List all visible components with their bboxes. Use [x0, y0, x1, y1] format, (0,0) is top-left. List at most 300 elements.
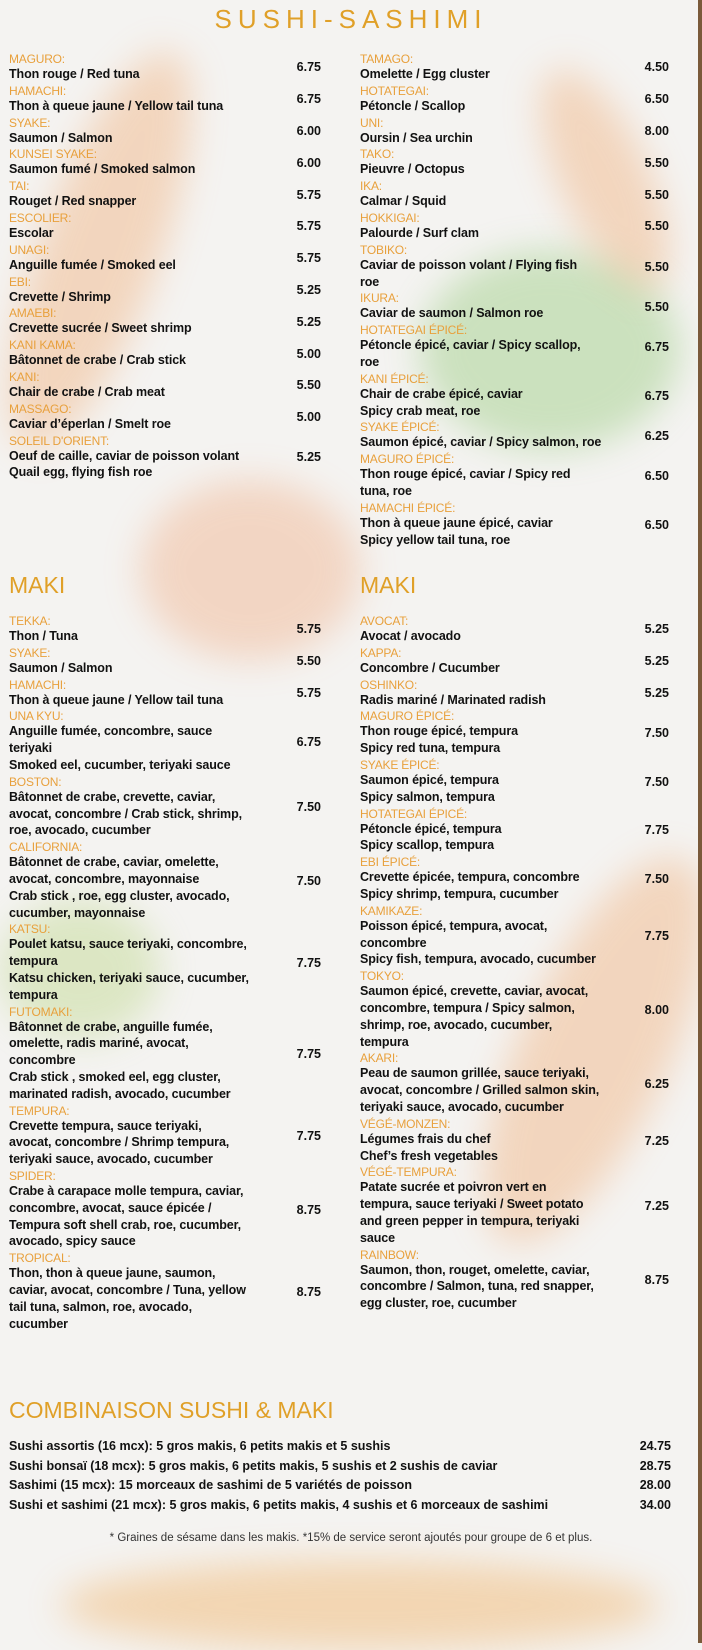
menu-item: [9, 402, 321, 433]
menu-item-text: [9, 646, 112, 677]
menu-item-text: [360, 758, 499, 806]
menu-item-text: [360, 211, 479, 242]
menu-item-price: 5.75: [296, 622, 321, 637]
sushi-left-column: [9, 52, 321, 482]
menu-item-description: Pétoncle épicé, tempura: [360, 821, 502, 836]
menu-item-text: [360, 1248, 594, 1312]
menu-item-price: 8.00: [644, 123, 669, 138]
menu-item-price: 7.50: [644, 774, 669, 789]
menu-item-description: Katsu chicken, teriyaki sauce, cucumber,: [9, 970, 249, 985]
menu-item-price: 6.25: [644, 1076, 669, 1091]
menu-item-description: roe, avocado, cucumber: [9, 823, 151, 838]
menu-item-text: [360, 179, 446, 210]
menu-item-name: SOLEIL D'ORIENT:: [9, 433, 110, 448]
combo-row: [9, 1457, 671, 1477]
menu-item-text: [9, 1005, 231, 1103]
menu-item-description: Anguille fumée, concombre, sauce: [9, 724, 213, 739]
menu-item-name: UNI:: [360, 115, 384, 130]
menu-item-price: 6.50: [644, 92, 669, 107]
menu-item-name: TAMAGO:: [360, 52, 414, 66]
menu-item-description: Spicy fish, tempura, avocado, cucumber: [360, 952, 596, 967]
menu-item-description: Thon / Tuna: [9, 629, 78, 643]
menu-item-text: [9, 709, 231, 773]
menu-item-name: UNA KYU:: [9, 709, 64, 724]
menu-item-name: VÉGÉ-TEMPURA:: [360, 1165, 457, 1180]
menu-item-text: [9, 116, 112, 147]
menu-item: [360, 211, 669, 242]
menu-item-price: 5.50: [644, 299, 669, 314]
combo-description: Sushi bonsaï (18 mcx): 5 gros makis, 6 petits makis, 5 sushis et 2 sushis de caviar: [9, 1458, 498, 1473]
menu-item-description: Rouget / Red snapper: [9, 194, 137, 209]
menu-item-description: shrimp, roe, avocado, cucumber,: [360, 1017, 553, 1032]
menu-item-description: Saumon / Salmon: [9, 130, 113, 145]
menu-item-text: [360, 84, 465, 115]
menu-item-description: Thon à queue jaune / Yellow tail tuna: [9, 98, 224, 113]
menu-item-price: 7.50: [644, 871, 669, 886]
menu-item: [360, 855, 669, 903]
menu-item: [360, 807, 669, 855]
menu-item-price: 5.50: [296, 378, 321, 393]
menu-item-description: Peau de saumon grillée, sauce teriyaki,: [360, 1066, 589, 1081]
menu-item-description: Concombre / Cucumber: [360, 660, 500, 675]
menu-item: [360, 646, 669, 677]
menu-item-description: Crab stick , roe, egg cluster, avocado,: [9, 888, 230, 903]
menu-item-description: Crevette sucrée / Sweet shrimp: [9, 321, 192, 336]
menu-item-text: [360, 904, 596, 968]
menu-item-description: Saumon / Salmon: [9, 660, 113, 675]
menu-item: [360, 243, 669, 291]
menu-item-price: 7.75: [644, 928, 669, 943]
menu-item-name: KANI:: [9, 369, 40, 384]
menu-item-description: Crevette tempura, sauce teriyaki,: [9, 1118, 202, 1133]
menu-item-description: roe: [360, 274, 380, 289]
menu-item-name: MAGURO ÉPICÉ:: [360, 452, 455, 467]
menu-item-name: HAMACHI ÉPICÉ:: [360, 500, 456, 515]
combo-row: [9, 1476, 671, 1496]
menu-item-description: Pétoncle / Scallop: [360, 98, 466, 113]
menu-item-description: Spicy scallop, tempura: [360, 838, 494, 853]
menu-item-text: [9, 275, 111, 306]
menu-item-price: 7.50: [296, 799, 321, 814]
menu-item-description: Bâtonnet de crabe, anguille fumée,: [9, 1019, 213, 1034]
menu-item-text: [360, 452, 570, 500]
menu-item-name: TEKKA:: [9, 614, 51, 628]
menu-item-name: MAGURO:: [9, 52, 65, 66]
menu-item-text: [360, 243, 577, 291]
menu-item-name: HOKKIGAI:: [360, 210, 420, 225]
menu-item: [360, 323, 669, 371]
menu-item-price: 7.25: [644, 1133, 669, 1148]
menu-item-text: [360, 420, 601, 451]
menu-item-description: Crevette / Shrimp: [9, 289, 111, 304]
menu-item-text: [360, 116, 473, 147]
menu-item: [360, 372, 669, 420]
menu-item-price: 6.00: [296, 155, 321, 170]
menu-item-name: KAPPA:: [360, 645, 402, 660]
menu-item-name: IKA:: [360, 179, 382, 194]
menu-item: [360, 969, 669, 1050]
menu-item: [9, 116, 321, 147]
menu-item-name: TEMPURA:: [9, 1103, 70, 1118]
menu-item-name: KUNSEI SYAKE:: [9, 147, 97, 162]
menu-item-price: 8.75: [296, 1202, 321, 1217]
menu-item-description: Bâtonnet de crabe / Crab stick: [9, 353, 186, 368]
menu-item-text: [360, 372, 523, 420]
maki-right-column: [360, 614, 669, 1313]
menu-item-price: 5.75: [296, 187, 321, 202]
menu-item-description: omelette, radis mariné, avocat,: [9, 1036, 189, 1051]
menu-item-text: [9, 840, 230, 921]
menu-item-name: SYAKE ÉPICÉ:: [360, 420, 440, 435]
menu-item-name: SYAKE:: [9, 115, 51, 130]
menu-item-description: Smoked eel, cucumber, teriyaki sauce: [9, 757, 231, 772]
menu-item-price: 8.00: [644, 1002, 669, 1017]
menu-item-description: Spicy salmon, tempura: [360, 789, 495, 804]
menu-item-name: UNAGI:: [9, 242, 50, 257]
menu-item-description: avocat, concombre / Crab stick, shrimp,: [9, 806, 242, 821]
menu-item-description: Calmar / Squid: [360, 194, 447, 209]
menu-item-text: [360, 147, 465, 178]
menu-item-name: AKARI:: [360, 1051, 399, 1066]
menu-item-description: Crabe à carapace molle tempura, caviar,: [9, 1183, 244, 1198]
menu-item: [360, 420, 669, 451]
menu-item-price: 5.25: [296, 314, 321, 329]
menu-item-name: TOBIKO:: [360, 242, 408, 257]
combo-row: [9, 1437, 671, 1457]
menu-item-description: sauce: [360, 1230, 395, 1245]
menu-item-description: Chef’s fresh vegetables: [360, 1148, 498, 1163]
menu-item: [360, 758, 669, 806]
menu-item: [9, 646, 321, 677]
menu-item-text: [9, 434, 239, 482]
menu-item: [9, 1169, 321, 1250]
combo-description: Sushi et sashimi (21 mcx): 5 gros makis, 6 petits makis, 4 sushis et 6 morceaux de sashimi: [9, 1497, 549, 1512]
menu-item: [360, 84, 669, 115]
menu-item: [360, 709, 669, 757]
menu-item-description: marinated radish, avocado, cucumber: [9, 1086, 231, 1101]
menu-item-price: 6.50: [644, 468, 669, 483]
menu-item-price: 8.75: [644, 1272, 669, 1287]
menu-item-text: [9, 1104, 229, 1168]
menu-item: [360, 904, 669, 968]
menu-item-description: tempura: [9, 987, 58, 1002]
menu-item: [9, 370, 321, 401]
sushi-right-column: [360, 52, 669, 549]
menu-item-name: RAINBOW:: [360, 1247, 419, 1262]
menu-item-name: TOKYO:: [360, 969, 404, 984]
menu-item-description: cucumber, mayonnaise: [9, 905, 146, 920]
menu-item: [9, 1251, 321, 1332]
menu-item-name: CALIFORNIA:: [9, 840, 83, 855]
menu-item-description: Thon, thon à queue jaune, saumon,: [9, 1266, 216, 1281]
menu-item-name: VÉGÉ-MONZEN:: [360, 1116, 451, 1131]
menu-item-text: [9, 775, 242, 839]
menu-item-price: 7.50: [644, 726, 669, 741]
menu-item-text: [360, 969, 588, 1050]
menu-item-price: 6.75: [296, 92, 321, 107]
menu-item-description: Légumes frais du chef: [360, 1131, 491, 1146]
menu-item-price: 5.50: [644, 259, 669, 274]
combo-price: 24.75: [639, 1439, 671, 1453]
menu-item: [360, 147, 669, 178]
menu-item-description: tempura: [360, 1034, 409, 1049]
menu-item-description: Caviar de saumon / Salmon roe: [360, 306, 544, 321]
menu-item-description: concombre, tempura / Spicy salmon,: [360, 1000, 575, 1015]
menu-item-text: [360, 807, 502, 855]
menu-item: [9, 338, 321, 369]
menu-item-description: avocat, concombre, mayonnaise: [9, 871, 200, 886]
menu-item-name: BOSTON:: [9, 774, 62, 789]
menu-item-text: [360, 709, 518, 757]
menu-item-text: [9, 147, 195, 178]
menu-item: [360, 1051, 669, 1115]
menu-item-price: 6.75: [644, 339, 669, 354]
combo-description: Sashimi (15 mcx): 15 morceaux de sashimi de 5 variétés de poisson: [9, 1478, 412, 1493]
menu-item-description: Thon rouge épicé, tempura: [360, 724, 518, 739]
menu-item-price: 5.75: [296, 219, 321, 234]
menu-item-text: [360, 614, 461, 645]
menu-item-description: Chair de crabe épicé, caviar: [360, 386, 523, 401]
menu-item-name: OSHINKO:: [360, 677, 418, 692]
menu-item: [9, 678, 321, 709]
menu-item: [360, 1117, 669, 1165]
menu-item-description: teriyaki sauce, avocado, cucumber: [360, 1099, 564, 1114]
menu-item-name: KAMIKAZE:: [360, 903, 423, 918]
menu-item-price: 4.50: [644, 60, 669, 75]
menu-item: [360, 452, 669, 500]
menu-item: [9, 709, 321, 773]
menu-item-name: HAMACHI:: [9, 677, 67, 692]
menu-item: [360, 678, 669, 709]
menu-item-price: 8.75: [296, 1284, 321, 1299]
menu-item-price: 5.25: [644, 622, 669, 637]
menu-item-price: 6.75: [296, 60, 321, 75]
menu-item-text: [360, 1051, 599, 1115]
menu-item-description: Avocat / avocado: [360, 629, 461, 643]
menu-item-name: HOTATEGAI ÉPICÉ:: [360, 806, 468, 821]
menu-item: [9, 306, 321, 337]
menu-item-description: caviar, avocat, concombre / Tuna, yellow: [9, 1282, 246, 1297]
menu-item-description: Oursin / Sea urchin: [360, 130, 473, 145]
menu-item-text: [9, 179, 136, 210]
menu-item-price: 5.50: [644, 155, 669, 170]
menu-item-description: Poisson épicé, tempura, avocat,: [360, 918, 548, 933]
menu-item-description: roe: [360, 354, 380, 369]
menu-item-text: [9, 922, 249, 1003]
menu-item-price: 5.25: [644, 685, 669, 700]
menu-item-name: HAMACHI:: [9, 83, 67, 98]
combo-price: 28.75: [639, 1458, 671, 1473]
menu-item-description: Spicy crab meat, roe: [360, 403, 481, 418]
menu-item-text: [360, 646, 500, 677]
menu-item-price: 5.50: [296, 654, 321, 669]
menu-item-text: [9, 84, 223, 115]
combo-title: COMBINAISON SUSHI & MAKI: [9, 1397, 334, 1423]
menu-item-price: 6.00: [296, 123, 321, 138]
menu-item-text: [9, 243, 176, 274]
menu-item-description: Caviar d’éperlan / Smelt roe: [9, 416, 171, 431]
menu-item-description: Omelette / Egg cluster: [360, 67, 490, 81]
menu-item-description: avocat, concombre / Shrimp tempura,: [9, 1135, 230, 1150]
menu-item-price: 5.00: [296, 346, 321, 361]
menu-item-price: 5.25: [296, 450, 321, 465]
menu-item-description: Thon à queue jaune / Yellow tail tuna: [9, 692, 224, 707]
menu-item-description: Poulet katsu, sauce teriyaki, concombre,: [9, 937, 247, 952]
menu-item-description: avocat, concombre / Grilled salmon skin,: [360, 1083, 600, 1098]
menu-item-name: TROPICAL:: [9, 1251, 71, 1266]
menu-item-description: teriyaki sauce, avocado, cucumber: [9, 1152, 213, 1167]
menu-item-description: Caviar de poisson volant / Flying fish: [360, 257, 578, 272]
menu-item-description: Pétoncle épicé, caviar / Spicy scallop,: [360, 338, 581, 353]
menu-item-name: SYAKE ÉPICÉ:: [360, 757, 440, 772]
menu-item-name: HOTATEGAI:: [360, 83, 429, 98]
menu-item: [9, 211, 321, 242]
combo-list: [9, 1437, 671, 1515]
menu-item-description: Palourde / Surf clam: [360, 225, 479, 240]
combo-description: Sushi assortis (16 mcx): 5 gros makis, 6 petits makis et 5 sushis: [9, 1439, 391, 1453]
menu-item-description: egg cluster, roe, cucumber: [360, 1296, 517, 1311]
menu-item-name: EBI:: [9, 274, 31, 289]
menu-item-price: 7.75: [644, 823, 669, 838]
menu-item-description: tuna, roe: [360, 483, 412, 498]
menu-item: [360, 501, 669, 549]
menu-item-price: 7.75: [296, 955, 321, 970]
menu-item-description: Spicy shrimp, tempura, cucumber: [360, 886, 559, 901]
menu-item: [360, 1248, 669, 1312]
menu-item: [360, 179, 669, 210]
menu-item: [9, 179, 321, 210]
menu-item-price: 5.75: [296, 251, 321, 266]
menu-item-text: [9, 614, 78, 645]
menu-item-name: ESCOLIER:: [9, 210, 72, 225]
menu-item-price: 5.25: [296, 282, 321, 297]
menu-item-description: Spicy red tuna, tempura: [360, 741, 501, 756]
menu-item-name: IKURA:: [360, 291, 399, 306]
menu-item-description: Saumon fumé / Smoked salmon: [9, 162, 196, 177]
menu-item-description: Chair de crabe / Crab meat: [9, 384, 165, 399]
menu-item: [9, 1005, 321, 1103]
menu-item-text: [9, 1251, 246, 1332]
menu-item-description: Pieuvre / Octopus: [360, 162, 465, 177]
menu-item-description: Crab stick , smoked eel, egg cluster,: [9, 1069, 221, 1084]
menu-item: [360, 116, 669, 147]
menu-item-name: SYAKE:: [9, 645, 51, 660]
menu-item-description: Radis mariné / Marinated radish: [360, 692, 546, 707]
menu-item-name: EBI ÉPICÉ:: [360, 855, 421, 870]
menu-item-name: TAI:: [9, 179, 30, 194]
menu-item-description: Escolar: [9, 225, 54, 240]
menu-item-name: HOTATEGAI ÉPICÉ:: [360, 323, 468, 338]
menu-item-name: KATSU:: [9, 922, 51, 937]
menu-item-price: 5.50: [644, 219, 669, 234]
menu-item-price: 5.50: [644, 187, 669, 202]
menu-item-text: [9, 678, 223, 709]
footer-note: * Graines de sésame dans les makis. *15% de service seront ajoutés pour groupe de 6 et plus.: [109, 1532, 593, 1544]
menu-item: [9, 775, 321, 839]
menu-item-text: [9, 338, 186, 369]
menu-item-price: 6.75: [296, 734, 321, 749]
menu-item-description: concombre / Salmon, tuna, red snapper,: [360, 1279, 594, 1294]
menu-item-description: Saumon épicé, crevette, caviar, avocat,: [360, 984, 589, 999]
menu-item-text: [360, 1117, 498, 1165]
menu-item-description: Oeuf de caille, caviar de poisson volant: [9, 448, 240, 463]
menu-item-name: SPIDER:: [9, 1168, 56, 1183]
menu-item: [360, 1165, 669, 1246]
leaf-decoration: [60, 1560, 660, 1650]
menu-item-text: [360, 1165, 583, 1246]
menu-item-text: [360, 501, 553, 549]
menu-item: [9, 614, 321, 645]
menu-item-text: [9, 306, 192, 337]
menu-item-name: MASSAGO:: [9, 401, 72, 416]
menu-item: [9, 922, 321, 1003]
menu-item-description: Thon rouge épicé, caviar / Spicy red: [360, 467, 571, 482]
menu-item-price: 7.50: [296, 873, 321, 888]
menu-item-description: avocado, spicy sauce: [9, 1234, 136, 1249]
menu-item: [9, 52, 321, 83]
menu-item-name: AMAEBI:: [9, 306, 57, 321]
menu-item-description: Thon rouge / Red tuna: [9, 67, 140, 81]
menu-item-description: Saumon épicé, caviar / Spicy salmon, roe: [360, 435, 602, 450]
menu-item-description: concombre: [9, 1053, 76, 1068]
menu-item-text: [360, 291, 543, 322]
maki-title-left: MAKI: [9, 572, 66, 598]
menu-item-description: Crevette épicée, tempura, concombre: [360, 870, 580, 885]
menu-item-description: tail tuna, salmon, roe, avocado,: [9, 1299, 192, 1314]
menu-item-name: KANI ÉPICÉ:: [360, 371, 429, 386]
menu-item-description: Quail egg, flying fish roe: [9, 465, 153, 480]
menu-item: [9, 147, 321, 178]
menu-item-text: [9, 52, 140, 83]
menu-item-price: 6.25: [644, 428, 669, 443]
maki-title-right: MAKI: [360, 572, 417, 598]
menu-item-description: Bâtonnet de crabe, caviar, omelette,: [9, 855, 219, 870]
menu-item-description: Saumon épicé, tempura: [360, 772, 499, 787]
menu-item-text: [9, 370, 165, 401]
menu-item: [360, 52, 669, 83]
menu-item-text: [9, 211, 71, 242]
menu-item-text: [360, 678, 546, 709]
menu-item: [9, 275, 321, 306]
menu-item-price: 6.50: [644, 517, 669, 532]
menu-item-price: 7.75: [296, 1046, 321, 1061]
combo-price: 34.00: [639, 1497, 671, 1512]
menu-item-price: 5.75: [296, 685, 321, 700]
menu-item-description: concombre: [360, 935, 427, 950]
menu-item-name: AVOCAT:: [360, 614, 409, 628]
menu-item-name: TAKO:: [360, 147, 395, 162]
menu-item-price: 7.25: [644, 1198, 669, 1213]
menu-item: [360, 614, 669, 645]
menu-item-description: Thon à queue jaune épicé, caviar: [360, 515, 553, 530]
menu-item: [9, 434, 321, 482]
menu-item-text: [360, 855, 580, 903]
menu-item: [9, 243, 321, 274]
menu-item-description: concombre, avocat, sauce épicée /: [9, 1200, 212, 1215]
menu-item: [9, 840, 321, 921]
menu-item: [9, 84, 321, 115]
menu-item-name: MAGURO ÉPICÉ:: [360, 709, 455, 724]
combo-price: 28.00: [639, 1478, 671, 1493]
sushi-sashimi-title: SUSHI-SASHIMI: [214, 4, 488, 34]
menu-item-description: tempura, sauce teriyaki / Sweet potato: [360, 1197, 584, 1212]
menu-item-price: 5.25: [644, 654, 669, 669]
right-edge-strip: [698, 0, 702, 1643]
menu-item-text: [360, 323, 581, 371]
menu-item: [9, 1104, 321, 1168]
menu-item: [360, 291, 669, 322]
menu-item-description: teriyaki: [9, 741, 52, 756]
